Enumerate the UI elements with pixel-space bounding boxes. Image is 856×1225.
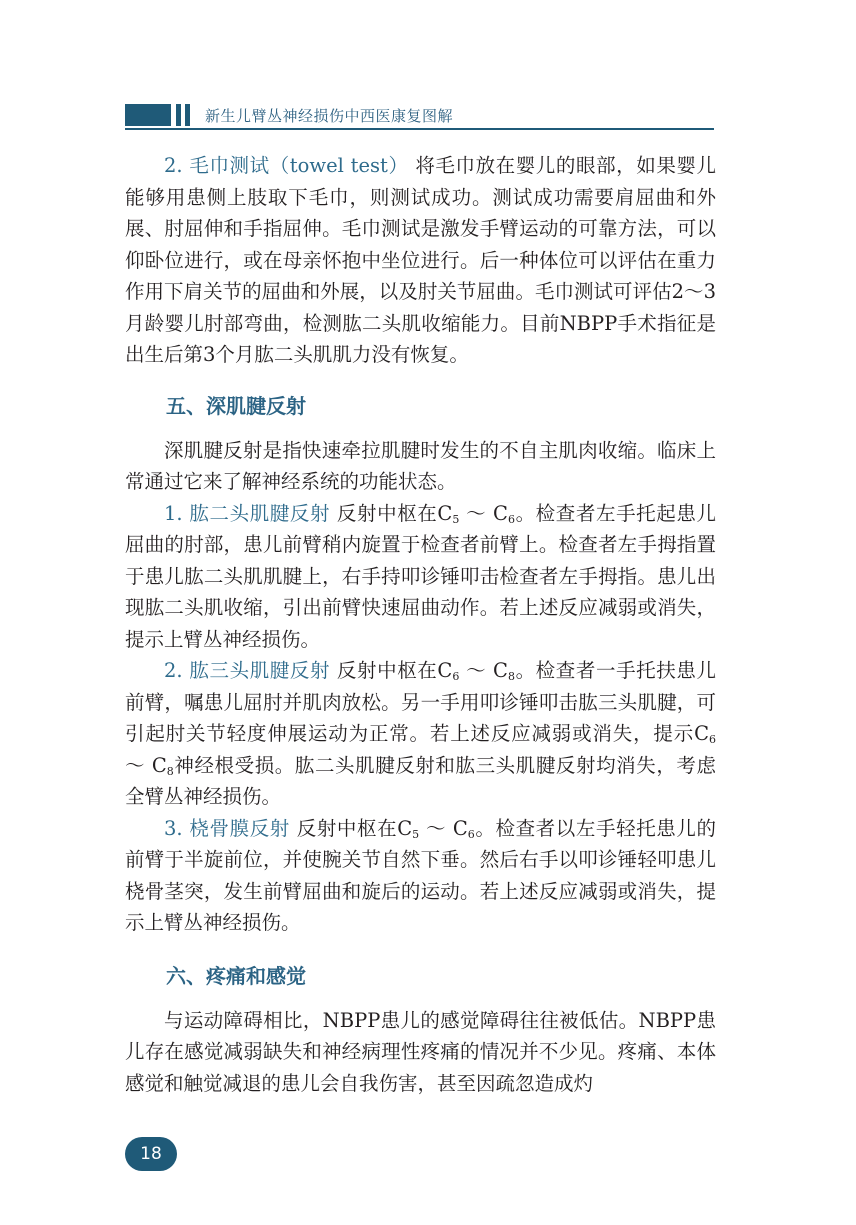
- radial-periosteal-reflex-label: 3. 桡骨膜反射: [164, 816, 290, 840]
- radial-periosteal-reflex-paragraph: 3. 桡骨膜反射 反射中枢在$C_5$ ～ $C_6$。检查者以左手轻托患儿的前臂于半旋前位，并使腕关节自然下垂。然后右手以叩诊锤轻叩患儿桡骨茎突，发生前臂屈曲和旋后的运动。若上述反应减弱或消失，提示上臂丛神经损伤。: [125, 816, 716, 934]
- header-rule: [125, 128, 714, 130]
- towel-test-label: 2. 毛巾测试（towel test）: [164, 154, 409, 177]
- towel-test-text: 将毛巾放在婴儿的眼部，如果婴儿能够用患侧上肢取下毛巾，则测试成功。测试成功需要肩屈曲和外展、肘屈伸和手指屈伸。毛巾测试是激发手臂运动的可靠方法，可以仰卧位进行，或在母亲怀抱中坐位进行。后一种体位可以评估在重力作用下肩关节的屈曲和外展，以及肘关节屈曲。毛巾测试可评估2～3月龄婴儿肘部弯曲，检测肱二头肌收缩能力。目前NBPP手术指征是出生后第3个月肱二头肌肌力没有恢复。: [125, 154, 716, 366]
- deep-tendon-intro: 深肌腱反射是指快速牵拉肌腱时发生的不自主肌肉收缩。临床上常通过它来了解神经系统的功能状态。: [125, 438, 716, 493]
- section-heading-deep-tendon-reflex: 五、深肌腱反射: [166, 393, 306, 418]
- triceps-reflex-label: 2. 肱三头肌腱反射: [164, 659, 331, 682]
- page-body: [125, 150, 716, 1099]
- triceps-reflex-paragraph: 2. 肱三头肌腱反射 反射中枢在$C_6$ ～ $C_8$。检查者一手托扶患儿前臂，嘱患儿屈肘并肌肉放松。另一手用叩诊锤叩击肱三头肌腱，可引起肘关节轻度伸展运动为正常。若上述反应减弱或消失，提示$C_6$ ～ $C_8$神经根受损。肱二头肌腱反射和肱三头肌腱反射均消失，考虑全臂丛神经损伤。: [125, 659, 716, 808]
- header-divider: [185, 104, 190, 126]
- running-header: [125, 104, 714, 130]
- pain-sensation-paragraph: 与运动障碍相比，NBPP患儿的感觉障碍往往被低估。NBPP患儿存在感觉减弱缺失和神经病理性疼痛的情况并不少见。疼痛、本体感觉和触觉减退的患儿会自我伤害，甚至因疏忽造成灼: [125, 1008, 716, 1095]
- header-bar: [125, 104, 171, 126]
- section-heading-pain-sensation: 六、疼痛和感觉: [166, 963, 306, 988]
- page-number: 18: [125, 1137, 177, 1171]
- header-divider: [176, 104, 181, 126]
- biceps-reflex-label: 1. 肱二头肌腱反射: [164, 501, 331, 525]
- towel-test-paragraph: [125, 150, 716, 371]
- biceps-reflex-paragraph: 1. 肱二头肌腱反射 反射中枢在$C_5$ ～ $C_6$。检查者左手托起患儿屈曲的肘部，患儿前臂稍内旋置于检查者前臂上。检查者左手拇指置于患儿肱二头肌肌腱上，右手持叩诊锤叩击检查者左手拇指。患儿出现肱二头肌收缩，引出前臂快速屈曲动作。若上述反应减弱或消失，提示上臂丛神经损伤。: [125, 501, 716, 651]
- book-title: 新生儿臂丛神经损伤中西医康复图解: [205, 107, 454, 125]
